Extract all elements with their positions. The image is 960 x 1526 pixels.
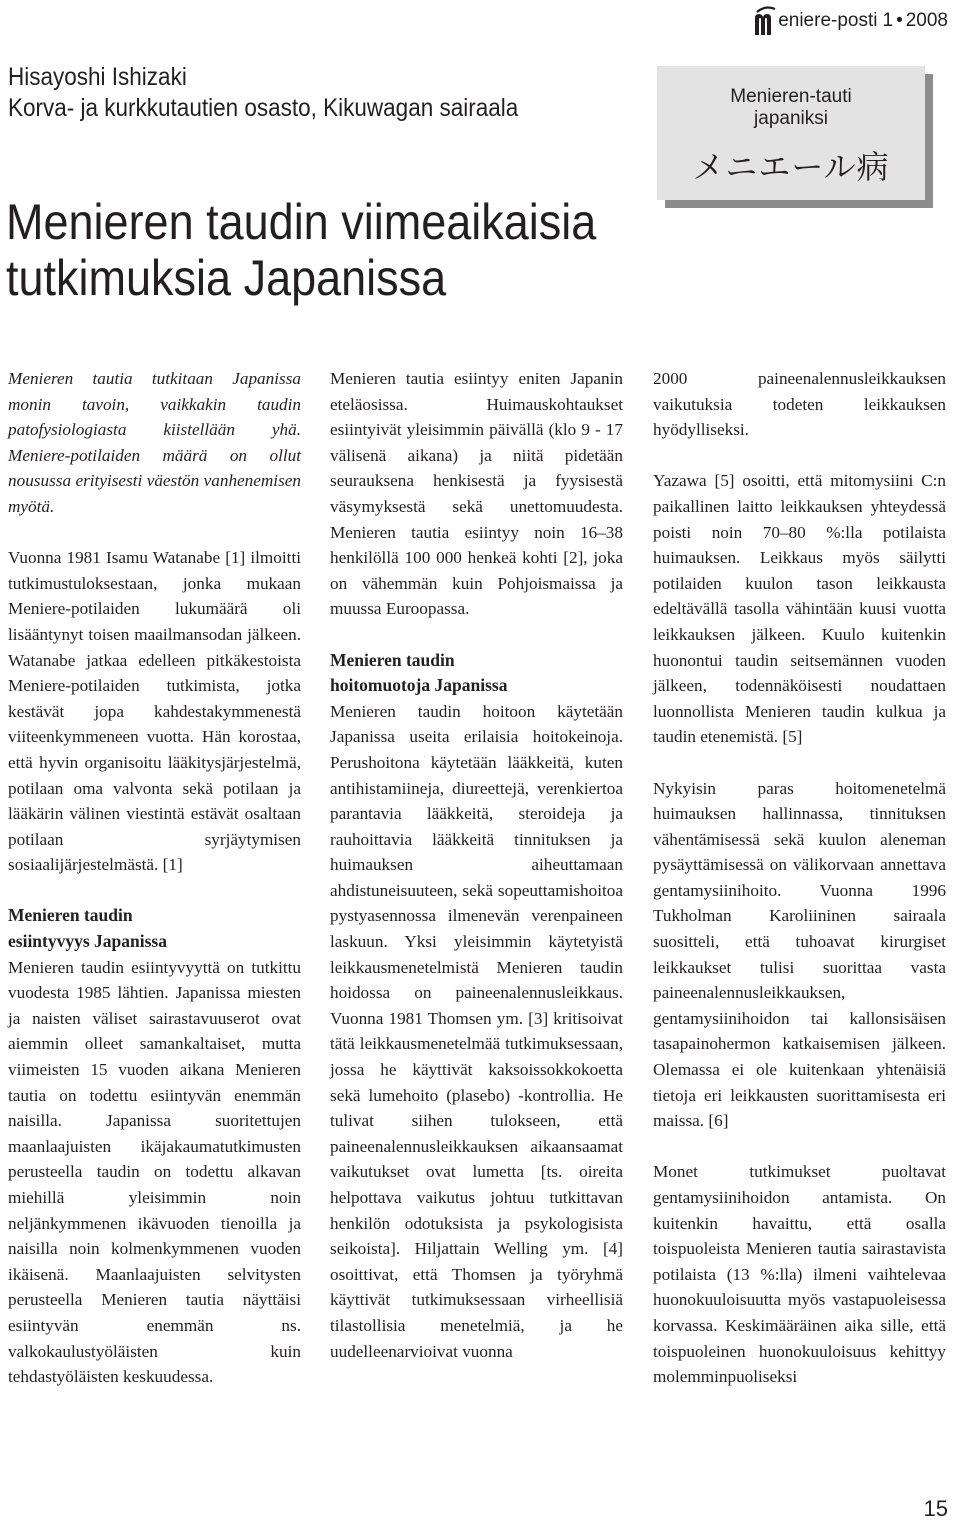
col1-paragraph-2: Menieren taudin esiintyvyyttä on tutkittu vuodesta 1985 lähtien. Japanissa miesten ja naisten väliset sairastavuuserot ovat aiemmin olleet samankaltaiset, mutta viimeisten 15 vuoden aikana Menieren tautia on todettu esiintyvän enemmän naisilla. Japanissa suoritettujen maanlaajuisten ikäjakaumatutkimusten perusteella taudin on todettu alkavan miehillä yleisimmin noin neljänkymmenen ikävuoden tienoilla ja naisilla noin kolmenkymmenen vuoden ikäisenä. Maanlaajuisten selvitysten perusteella Menieren tautia näyttäisi esiintyvän enemmän ns. valkokaulustyöläisten kuin tehdastyöläisten keskuudessa.: [8, 957, 301, 1387]
col2-paragraph-2: Menieren taudin hoitoon käytetään Japanissa useita erilaisia hoitokeinoja. Perushoitona käytetään lääkkeitä, kuten antihistamiineja, diureettejä, verenkiertoa parantavia lääkkeitä, steroideja ja rauhoittavia lääkkeitä tinnituksen ja huimauksen aiheuttamaan ahdistuneisuuteen, sekä sopeuttamishoitoa pystyasennossa ilmenevän verenpaineen laskuun. Yksi yleisimmin käytetyistä leikkausmenetelmistä Menieren taudin hoidossa on paineenalennusleikkaus. Vuonna 1981 Thomsen ym. [3] kritisoivat tätä leikkausmenetelmää tutkimuksessaan, jossa he käyttivät kaksoissokkokoetta sekä lumehoito (plasebo) -kontrollia. He tulivat siihen tulokseen, että paineenalennusleikkauksen aikaansaamat vaikutukset ovat lumetta [ts. oireita helpottava vaikutus johtuu tutkittavan henkilön odotuksista ja psykologisista seikoista]. Hiljattain Welling ym. [4] osoittivat, että Thomsen ja työryhmä käyttivät tutkimuksessaan virheellisiä tilastollisia menetelmiä, ja he uudelleenarvioivat vuonna: [330, 701, 623, 1361]
intro-paragraph: Menieren tautia tutkitaan Japanissa monin tavoin, vaikkakin taudin patofysiologiasta kiistellään yhä. Meniere-potilaiden määrä on ollut nousussa erityisesti väestön vanhenemisen myötä.: [8, 369, 301, 516]
column-3: [653, 366, 946, 1390]
issue-year: 2008: [905, 10, 948, 31]
col3-paragraph-3: Nykyisin paras hoitomenetelmä huimauksen hallinnassa, tinnituksen vähentämisessä sekä kuulon aleneman pysäyttämisessä on välikorvaan annettava gentamysiinihoito. Vuonna 1996 Tukholman Karoliininen sairaala suositteli, että tuhoavat kirurgiset leikkaukset tulisi suorittaa vasta paineenalennusleikkauksen, gentamysiinihoidon tai kallonsisäisen tasapainohermon katkaisemisen jälkeen. Olemassa ei ole kuitenkaan yhtenäisiä tietoja eri leikkausten suorittamisesta eri maissa. [6]: [653, 778, 946, 1131]
menieriliitto-logo-icon: [754, 6, 776, 36]
article-title: [6, 194, 596, 306]
jp-box-line-2: japaniksi: [754, 108, 828, 129]
magazine-name: eniere-posti: [778, 10, 878, 31]
title-line-2: tutkimuksia Japanissa: [6, 250, 447, 306]
col2-paragraph-1: Menieren tautia esiintyy eniten Japanin eteläosissa. Huimauskohtaukset esiintyivät yleisimmin päivällä (klo 9 - 17 välisenä aikana) ja niitä pidetään seurauksena henkisestä ja fyysisestä väsymyksestä sekä unettomuudesta. Menieren tautia esiintyy noin 16–38 henkilöllä 100 000 henkeä kohti [2], joka on vähemmän kuin Pohjoismaissa ja muussa Euroopassa.: [330, 369, 623, 619]
heading-line-2: esiintyvyys Japanissa: [8, 931, 167, 952]
col3-paragraph-4: Monet tutkimukset puoltavat gentamysiinihoidon antamista. On kuitenkin havaittu, että osalla toispuoleista Menieren tautia sairastavista potilaista (13 %:lla) ilmeni vaihtelevaa huonokuuloisuutta myös vastapuoleisessa korvassa. Keskimääräinen aika sille, että toispuoleinen huonokuuloisuus kehittyy molemminpuoliseksi: [653, 1162, 946, 1387]
issue-number: 1: [882, 10, 894, 31]
magazine-header: [754, 6, 948, 36]
section-heading-treatment: [330, 648, 623, 699]
issue-separator: •: [896, 10, 903, 31]
column-2: [330, 366, 623, 1364]
jp-box-line-1: Menieren-tauti: [730, 86, 852, 107]
col3-paragraph-1: 2000 paineenalennusleikkauksen vaikutuksia todeten leikkauksen hyödylliseksi.: [653, 369, 946, 440]
heading-line-2: hoitomuotoja Japanissa: [330, 675, 508, 696]
page-number: 15: [923, 1496, 948, 1521]
heading-line-1: Menieren taudin: [330, 649, 455, 670]
japanese-term-box: [657, 66, 925, 200]
heading-line-1: Menieren taudin: [8, 905, 133, 926]
author-block: [8, 62, 518, 124]
title-line-1: Menieren taudin viimeaikaisia: [6, 194, 597, 250]
author-name: Hisayoshi Ishizaki: [8, 63, 187, 91]
col1-paragraph-1: Vuonna 1981 Isamu Watanabe [1] ilmoitti tutkimustuloksestaan, jonka mukaan Meniere-potilaiden lukumäärä oli lisääntynyt toisen maailmansodan jälkeen. Watanabe jatkaa edelleen pitkäkestoista Meniere-potilaiden tutkimista, jotka kestävät jopa kahdestakymmenestä viiteenkymmeneen vuotta. Hän korostaa, että hyvin organisoitu lääkitysjärjestelmä, potilaan oma valvonta sekä potilaan ja lääkärin välinen viestintä estävät osaltaan potilaan syrjäytymisen sosiaalijärjestelmästä. [1]: [8, 548, 301, 875]
col3-paragraph-2: Yazawa [5] osoitti, että mitomysiini C:n paikallinen laitto leikkauksen yhteydessä poisti noin 70–80 %:lla potilaista huimauksen. Leikkaus myös säilytti potilaiden kuulon tason leikkausta edeltävällä tasolla vähintään kuusi vuotta leikkauksen jälkeen. Kuulo kuitenkin huonontui taudin seitsemännen vuoden jälkeen, todennäköisesti noudattaen luonnollista Menieren taudin kulkua ja taudin etenemistä. [5]: [653, 471, 946, 747]
section-heading-prevalence: [8, 903, 301, 954]
author-affiliation: Korva- ja kurkkutautien osasto, Kikuwagan sairaala: [8, 94, 519, 122]
jp-box-japanese: メニエール病: [692, 148, 890, 186]
column-1: [8, 366, 301, 1390]
